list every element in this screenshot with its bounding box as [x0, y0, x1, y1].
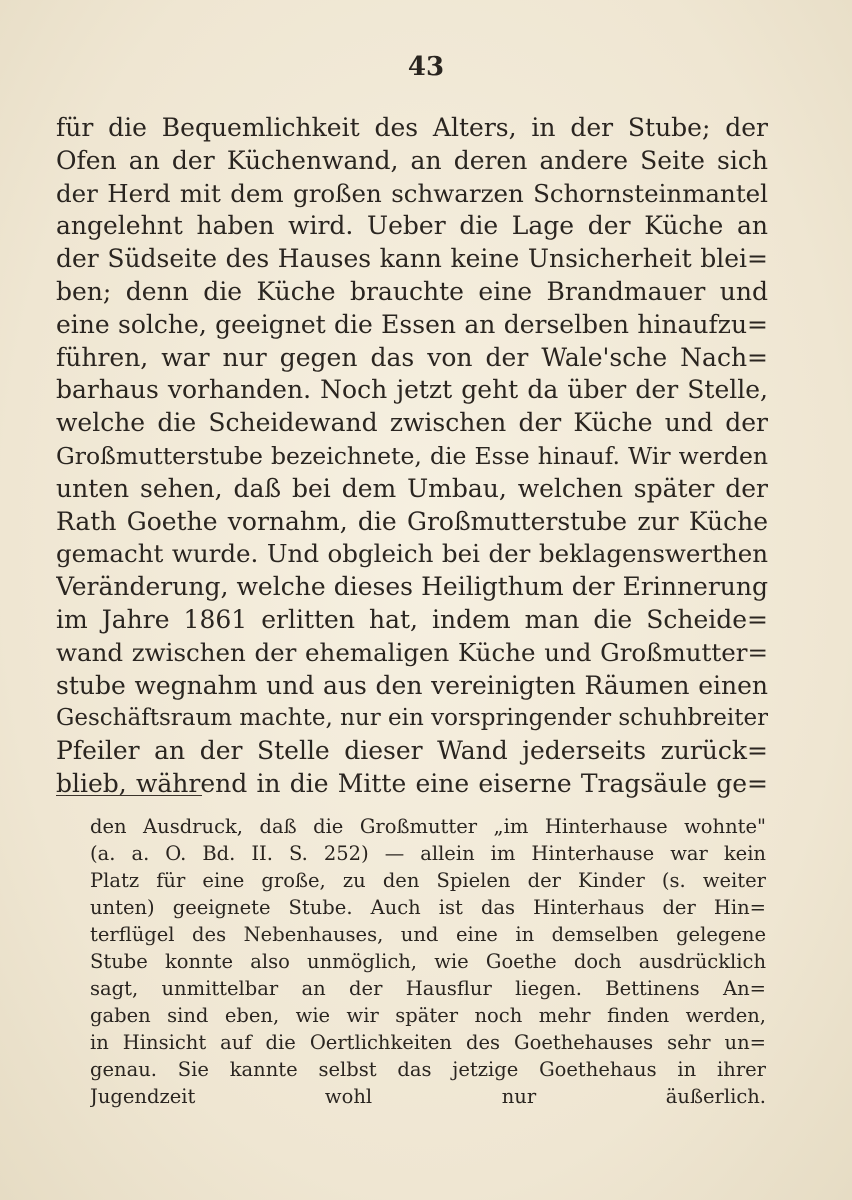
footnote-divider: [56, 795, 202, 796]
text-line: Geschäftsraum machte, nur ein vorspringender schuhbreiter: [56, 705, 768, 732]
footnote-line: genau. Sie kannte selbst das jetzige Goethehaus in ihrer: [90, 1058, 766, 1081]
text-line: der Südseite des Hauses kann keine Unsicherheit blei=: [56, 244, 768, 274]
text-line: angelehnt haben wird. Ueber die Lage der Küche an: [56, 211, 768, 241]
footnote-line: in Hinsicht auf die Oertlichkeiten des Goethehauses sehr un=: [90, 1031, 766, 1054]
text-line: Ofen an der Küchenwand, an deren andere Seite sich: [56, 145, 768, 175]
text-line: Pfeiler an der Stelle dieser Wand jederseits zurück=: [56, 736, 768, 766]
text-line: wand zwischen der ehemaligen Küche und Großmutter=: [56, 637, 768, 667]
text-line: führen, war nur gegen das von der Wale'sche Nach=: [56, 342, 768, 372]
text-line: blieb, während in die Mitte eine eiserne Tragsäule ge=: [56, 768, 768, 798]
text-line: gemacht wurde. Und obgleich bei der beklagenswerthen: [56, 539, 768, 569]
text-line: unten sehen, daß bei dem Umbau, welchen später der: [56, 473, 768, 503]
footnote-line: Jugendzeit wohl nur äußerlich.: [90, 1085, 766, 1108]
text-line: der Herd mit dem großen schwarzen Schornsteinmantel: [56, 178, 768, 208]
page-number: 43: [407, 52, 445, 82]
text-line: im Jahre 1861 erlitten hat, indem man die Scheide=: [56, 604, 768, 634]
footnote-line: sagt, unmittelbar an der Hausflur liegen. Bettinens An=: [90, 977, 766, 1000]
footnote-line: terflügel des Nebenhauses, und eine in demselben gelegene: [90, 923, 766, 946]
body-text: [56, 112, 768, 801]
text-line: Großmutterstube bezeichnete, die Esse hinauf. Wir werden: [56, 441, 768, 470]
text-line: Rath Goethe vornahm, die Großmutterstube zur Küche: [56, 506, 768, 536]
text-line: welche die Scheidewand zwischen der Küche und der: [56, 408, 768, 438]
footnote-line: (a. a. O. Bd. II. S. 252) — allein im Hinterhause war kein: [90, 842, 766, 865]
footnote-line: gaben sind eben, wie wir später noch mehr finden werden,: [90, 1004, 766, 1027]
footnote-line: unten) geeignete Stube. Auch ist das Hinterhaus der Hin=: [90, 896, 766, 919]
text-line: barhaus vorhanden. Noch jetzt geht da über der Stelle,: [56, 375, 768, 405]
footnote-line: Platz für eine große, zu den Spielen der Kinder (s. weiter: [90, 869, 766, 892]
text-line: für die Bequemlichkeit des Alters, in der Stube; der: [56, 113, 768, 142]
text-line: stube wegnahm und aus den vereinigten Räumen einen: [56, 670, 768, 700]
text-line: eine solche, geeignet die Essen an derselben hinaufzu=: [56, 309, 768, 339]
footnote: [90, 813, 766, 1110]
text-line: Veränderung, welche dieses Heiligthum der Erinnerung: [56, 572, 768, 602]
footnote-line: Stube konnte also unmöglich, wie Goethe doch ausdrücklich: [90, 950, 766, 973]
footnote-line: den Ausdruck, daß die Großmutter „im Hinterhause wohnte": [90, 815, 766, 838]
text-line: ben; denn die Küche brauchte eine Brandmauer und: [56, 276, 768, 306]
